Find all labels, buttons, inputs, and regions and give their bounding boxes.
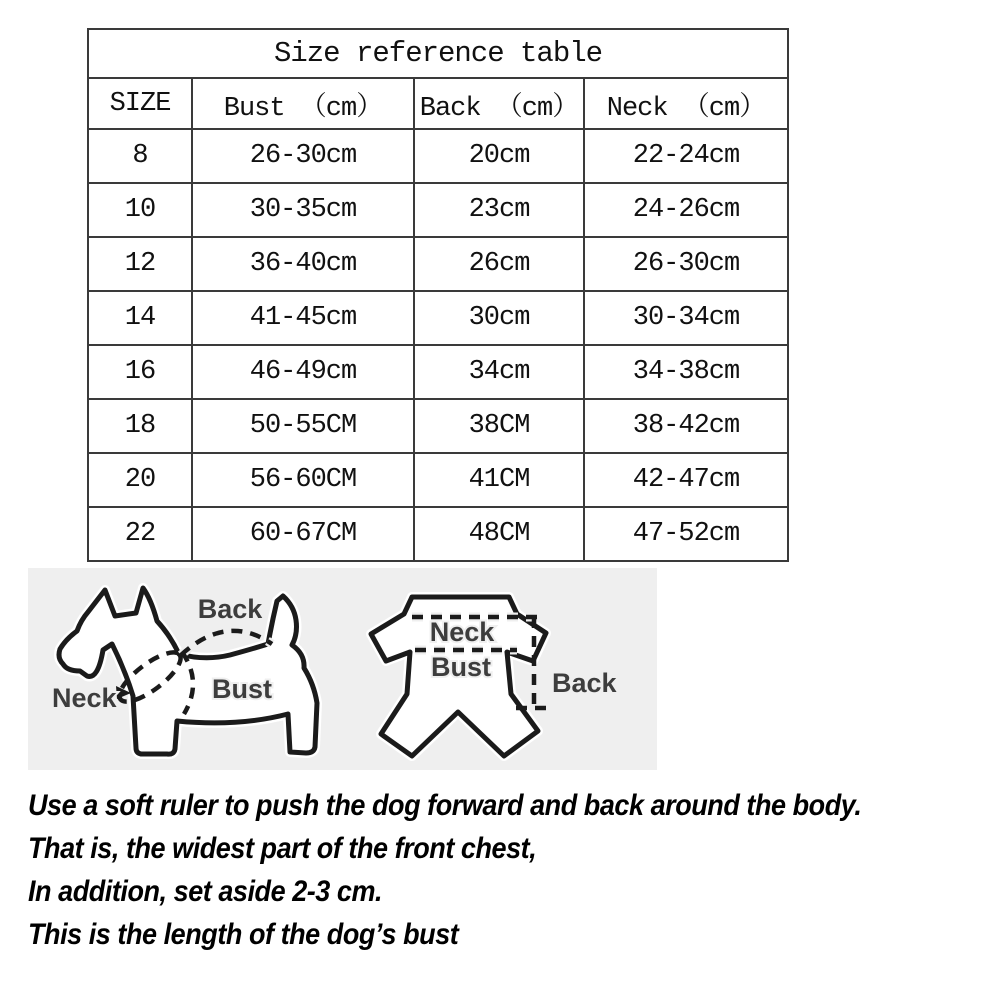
cell-size: 8 [88,129,192,183]
table-row [88,237,788,291]
cell-neck: 22-24cm [584,129,788,183]
cell-size: 20 [88,453,192,507]
measurement-diagram-svg [28,568,657,770]
cell-back: 48CM [414,507,584,561]
table-header-row [88,78,788,129]
cell-size: 14 [88,291,192,345]
measurement-diagram [28,568,657,770]
cell-bust: 56-60CM [192,453,414,507]
instruction-line-2: That is, the widest part of the front chest, [28,832,537,865]
instruction-line-3: In addition, set aside 2-3 cm. [28,875,383,908]
table-row [88,453,788,507]
cell-neck: 42-47cm [584,453,788,507]
garment-illustration [371,597,618,756]
cell-size: 10 [88,183,192,237]
table-row [88,129,788,183]
cell-bust: 60-67CM [192,507,414,561]
col-header-neck: Neck （cm） [584,78,788,129]
cell-neck: 24-26cm [584,183,788,237]
dog-outline [59,588,317,754]
cell-bust: 26-30cm [192,129,414,183]
cell-neck: 34-38cm [584,345,788,399]
cell-back: 30cm [414,291,584,345]
dog-neck-label: Neck [52,683,117,713]
table-row [88,345,788,399]
cell-bust: 41-45cm [192,291,414,345]
cell-size: 22 [88,507,192,561]
cell-neck: 26-30cm [584,237,788,291]
table-row [88,291,788,345]
cell-back: 23cm [414,183,584,237]
garment-neck-label: Neck [429,617,495,647]
cell-bust: 30-35cm [192,183,414,237]
cell-neck: 38-42cm [584,399,788,453]
table-row [88,399,788,453]
col-header-size: SIZE [88,78,192,129]
size-reference-table [87,28,789,562]
cell-bust: 36-40cm [192,237,414,291]
col-header-bust: Bust （cm） [192,78,414,129]
table-row [88,183,788,237]
cell-back: 26cm [414,237,584,291]
instruction-line-1: Use a soft ruler to push the dog forward and back around the body. [28,789,862,822]
dog-illustration [52,588,317,754]
garment-back-label: Back [552,668,617,698]
cell-size: 16 [88,345,192,399]
cell-bust: 50-55CM [192,399,414,453]
table-row [88,507,788,561]
cell-back: 20cm [414,129,584,183]
cell-neck: 47-52cm [584,507,788,561]
instruction-line-4: This is the length of the dog’s bust [28,918,459,951]
dog-back-label: Back [197,594,263,624]
cell-back: 38CM [414,399,584,453]
cell-size: 12 [88,237,192,291]
cell-bust: 46-49cm [192,345,414,399]
table-title: Size reference table [88,29,788,78]
garment-bust-label: Bust [431,652,491,682]
cell-back: 41CM [414,453,584,507]
cell-back: 34cm [414,345,584,399]
cell-size: 18 [88,399,192,453]
dog-bust-label: Bust [212,674,272,704]
instructions-block [28,784,954,956]
cell-neck: 30-34cm [584,291,788,345]
col-header-back: Back （cm） [414,78,584,129]
table-title-row [88,29,788,78]
